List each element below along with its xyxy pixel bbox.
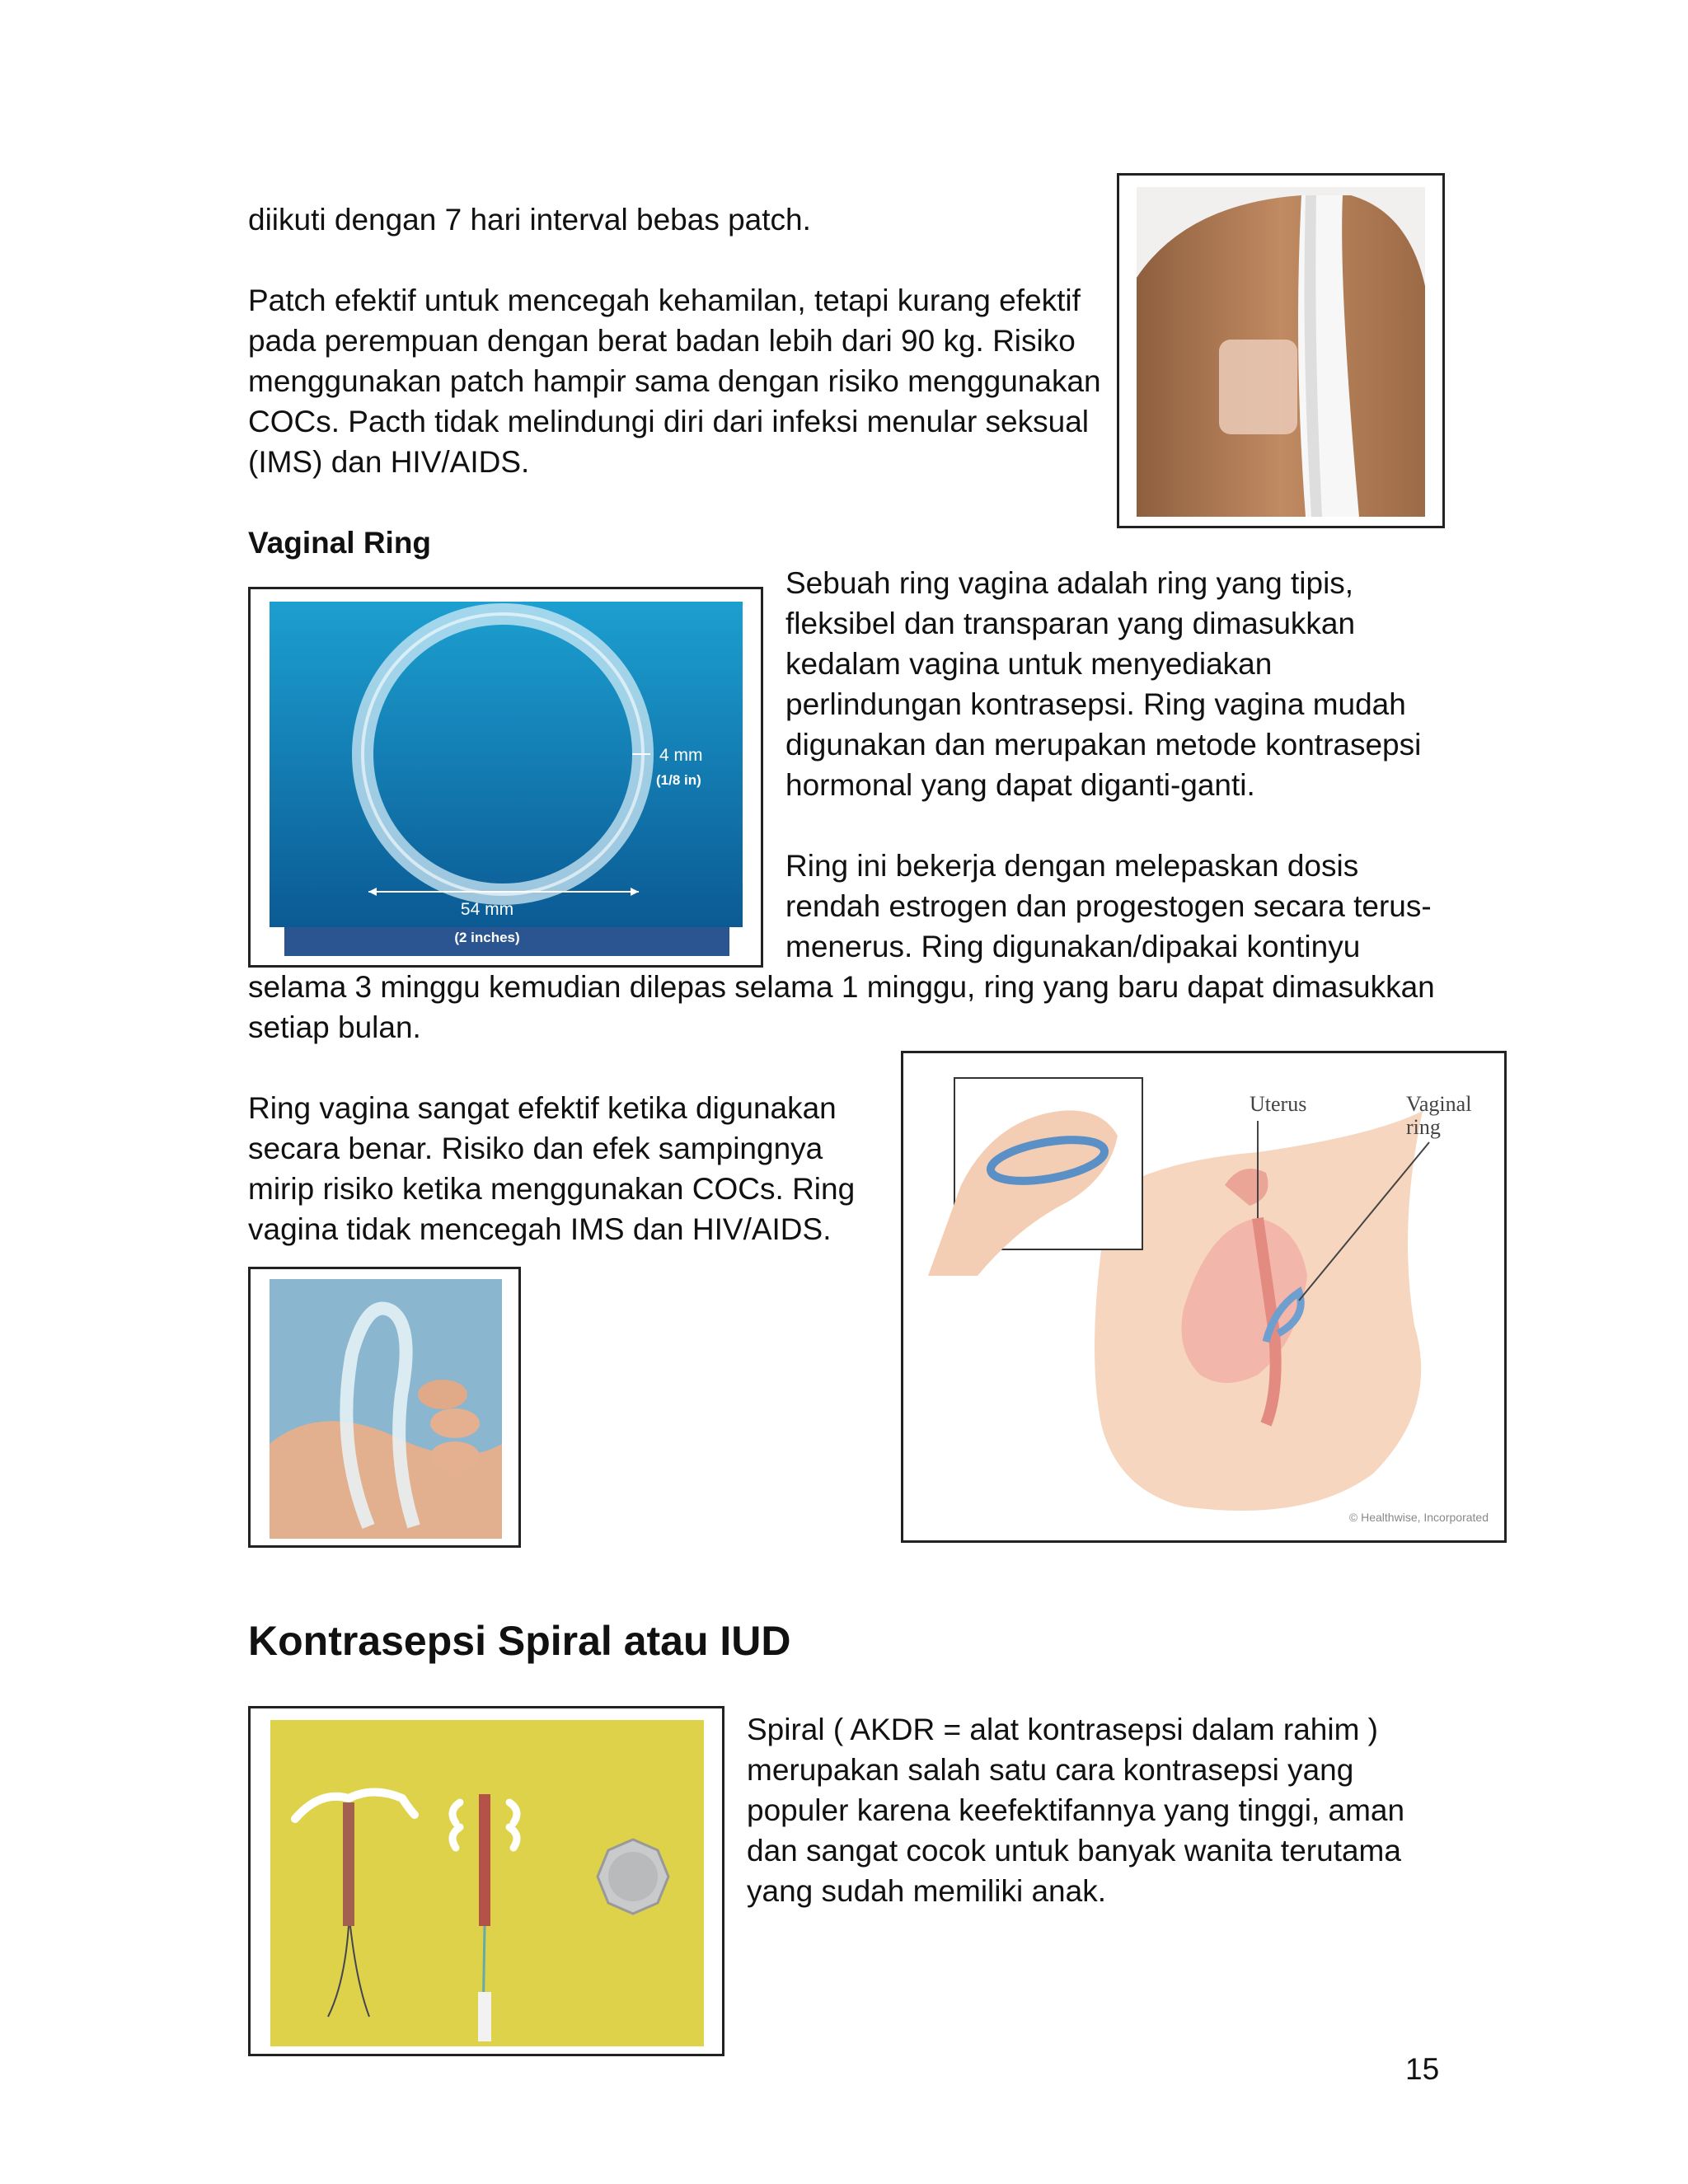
text-line: perlindungan kontrasepsi. Ring vagina mudah (785, 687, 1406, 721)
vaginal-ring-mechanism-paragraph (785, 846, 1461, 967)
text-line: rendah estrogen dan progestogen secara terus- (785, 889, 1432, 923)
text-line: dan sangat cocok untuk banyak wanita terutama (747, 1834, 1401, 1868)
patch-effectiveness-paragraph (248, 280, 1105, 482)
iud-photo-frame (248, 1706, 724, 2056)
text-line: merupakan salah satu cara kontrasepsi yang (747, 1753, 1354, 1787)
text-line: kedalam vagina untuk menyediakan (785, 647, 1273, 681)
vaginal-ring-photo-frame (248, 587, 763, 968)
text-line: Spiral ( AKDR = alat kontrasepsi dalam rahim ) (747, 1713, 1378, 1746)
page-number: 15 (1405, 2052, 1440, 2086)
vaginal-ring-heading: Vaginal Ring (248, 526, 432, 560)
text-line: Sebuah ring vagina adalah ring yang tipis, (785, 566, 1354, 600)
text-line: secara benar. Risiko dan efek sampingnya (248, 1132, 823, 1165)
vaginal-ring-label-2: ring (1406, 1115, 1441, 1139)
flexible-ring-in-hand-image (270, 1279, 502, 1539)
patch-line-1: diikuti dengan 7 hari interval bebas patch. (248, 203, 811, 237)
text-line: Ring vagina sangat efektif ketika digunakan (248, 1091, 837, 1125)
patch-continuation-text (248, 199, 811, 240)
iud-section-heading: Kontrasepsi Spiral atau IUD (248, 1618, 791, 1664)
text-line: menerus. Ring digunakan/dipakai kontinyu (785, 930, 1361, 963)
patch-photo-frame (1117, 173, 1445, 528)
vaginal-ring-dimension-image (270, 602, 743, 956)
text-line: COCs. Pacth tidak melindungi diri dari infeksi menular seksual (248, 405, 1089, 438)
iud-devices-image (270, 1720, 704, 2046)
vaginal-ring-anatomy-diagram (912, 1062, 1496, 1533)
text-line: mirip risiko ketika menggunakan COCs. Ring (248, 1172, 856, 1206)
text-line: populer karena keefektifannya yang tinggi, aman (747, 1793, 1405, 1827)
vaginal-ring-risk-paragraph (248, 1088, 891, 1249)
ring-thickness-label: 4 mm (659, 746, 703, 765)
text-line: menggunakan patch hampir sama dengan risiko menggunakan (248, 364, 1101, 398)
iud-description-paragraph (747, 1709, 1489, 1911)
ring-diameter-sub: (2 inches) (454, 930, 520, 945)
vaginal-ring-anatomy-diagram-frame (901, 1051, 1507, 1543)
ring-diameter-label: 54 mm (460, 900, 514, 919)
ring-in-hand-photo-frame (248, 1267, 521, 1548)
patch-on-back-image (1137, 187, 1425, 517)
vaginal-ring-mechanism-continuation (248, 967, 1484, 1047)
ring-thickness-sub: (1/8 in) (656, 772, 701, 788)
diagram-credit: © Healthwise, Incorporated (1348, 1511, 1489, 1524)
text-line: setiap bulan. (248, 1010, 421, 1044)
text-line: selama 3 minggu kemudian dilepas selama 1 minggu, ring yang baru dapat dimasukkan (248, 970, 1435, 1004)
text-line: digunakan dan merupakan metode kontrasepsi (785, 728, 1422, 762)
text-line: (IMS) dan HIV/AIDS. (248, 445, 530, 479)
uterus-label: Uterus (1250, 1092, 1307, 1116)
vaginal-ring-label-1: Vaginal (1406, 1092, 1472, 1116)
text-line: Patch efektif untuk mencegah kehamilan, tetapi kurang efektif (248, 284, 1081, 317)
text-line: vagina tidak mencegah IMS dan HIV/AIDS. (248, 1212, 832, 1246)
text-line: fleksibel dan transparan yang dimasukkan (785, 607, 1356, 640)
text-line: pada perempuan dengan berat badan lebih dari 90 kg. Risiko (248, 324, 1076, 358)
text-line: hormonal yang dapat diganti-ganti. (785, 768, 1255, 802)
text-line: Ring ini bekerja dengan melepaskan dosis (785, 849, 1359, 883)
vaginal-ring-description-paragraph (785, 563, 1461, 805)
text-line: yang sudah memiliki anak. (747, 1874, 1106, 1908)
